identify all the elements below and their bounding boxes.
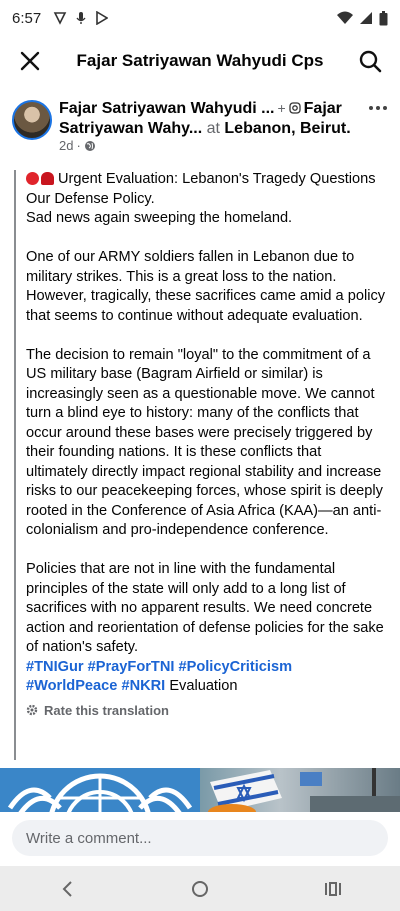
post-meta — [59, 138, 96, 153]
comment-bar — [0, 812, 400, 866]
gear-icon — [26, 704, 38, 716]
israel-flag-image[interactable] — [200, 768, 400, 816]
home-button[interactable] — [180, 873, 220, 905]
hashtag-tnigur[interactable]: #TNIGur — [26, 658, 84, 675]
author-name[interactable]: Fajar Satriyawan Wahyudi ... — [59, 100, 275, 117]
post-intro — [26, 170, 386, 229]
page-name-part2[interactable]: Satriyawan Wahy... — [59, 120, 203, 137]
wifi-icon — [337, 11, 353, 25]
israel-flag-icon — [200, 768, 400, 816]
post-time[interactable]: 2d — [59, 138, 74, 153]
recents-button[interactable] — [313, 873, 353, 905]
hashtag-nkri[interactable]: #NKRI — [121, 678, 166, 694]
comment-input[interactable]: Write a comment... — [12, 820, 388, 856]
hashtag-trailing-text: Evaluation — [169, 678, 238, 694]
microphone-icon — [75, 11, 87, 25]
post-paragraph-2: The decision to remain "loyal" to the commitment of a US military base (Bagram Airfield or similar) is increasingly seen as a questionable move. We cannot turn a blind eye to history: many of the conflicts that occur around these bases were precisely triggered by their founding nations. It is these conflicts that ultimately directly impact regional stability and increase risks to our peacekeeping forces, whose spirit is deeply rooted in the Conference of Asia Africa (KAA)—an anti-colonialism and pro-independence conference. — [26, 346, 383, 538]
status-time: 6:57 — [12, 9, 42, 27]
page-title: Fajar Satriyawan Wahyudi Cps — [76, 51, 324, 70]
author-info — [59, 98, 365, 139]
signal-icon — [359, 11, 373, 25]
close-icon — [19, 50, 41, 72]
hashtag-worldpeace[interactable]: #WorldPeace — [26, 678, 118, 694]
play-store-icon — [95, 11, 108, 25]
hashtag-prayfortni[interactable]: #PrayForTNI — [87, 658, 175, 675]
post-paragraph-1: One of our ARMY soldiers fallen in Lebanon due to military strikes. This is a great loss to the nation. However, tragically, these sacrifices came amid a policy that seems to continue without adequate evaluation. — [26, 249, 386, 324]
at-label: at — [206, 120, 220, 137]
app-header — [0, 38, 400, 84]
back-button[interactable] — [47, 873, 87, 905]
post-body — [14, 170, 386, 760]
intro-line-2: Sad news again sweeping the homeland. — [26, 210, 293, 226]
page-name-part1[interactable]: Fajar — [303, 100, 342, 117]
more-options-button[interactable] — [364, 98, 392, 118]
post-images[interactable] — [0, 768, 400, 816]
status-bar — [0, 0, 400, 36]
battery-icon — [379, 11, 388, 26]
rate-translation-label: Rate this translation — [44, 702, 169, 718]
search-button[interactable] — [354, 45, 386, 77]
system-navigation-bar — [0, 866, 400, 911]
un-emblem-image[interactable] — [0, 768, 200, 816]
globe-icon — [84, 140, 96, 152]
un-emblem-icon — [0, 768, 200, 816]
post-paragraph-3: Policies that are not in line with the fundamental principles of the state will only add to a long list of sacrifices with no apparent results. We need concrete action and reorientation of defense policies for the sake of nation's safety. — [26, 561, 384, 655]
red-circle-icon — [26, 172, 39, 185]
search-icon — [358, 49, 382, 73]
location-link[interactable]: Lebanon, Beirut. — [224, 120, 351, 137]
close-button[interactable] — [14, 45, 46, 77]
avatar[interactable] — [12, 100, 52, 140]
hashtag-policycriticism[interactable]: #PolicyCriticism — [178, 658, 293, 675]
recents-icon — [324, 881, 342, 897]
rate-translation-button[interactable] — [26, 703, 386, 718]
hashtag-list — [26, 658, 386, 697]
meta-dot: · — [76, 138, 81, 153]
more-dot-icon — [369, 106, 373, 110]
back-chevron-icon — [60, 880, 74, 898]
post-header — [0, 96, 400, 162]
instagram-icon — [289, 102, 301, 114]
intro-line-1: Urgent Evaluation: Lebanon's Tragedy Questions Our Defense Policy. — [26, 171, 376, 207]
home-circle-icon — [191, 880, 209, 898]
siren-icon — [41, 172, 54, 185]
author-separator: + — [277, 100, 286, 116]
vpn-shield-icon — [53, 11, 67, 25]
